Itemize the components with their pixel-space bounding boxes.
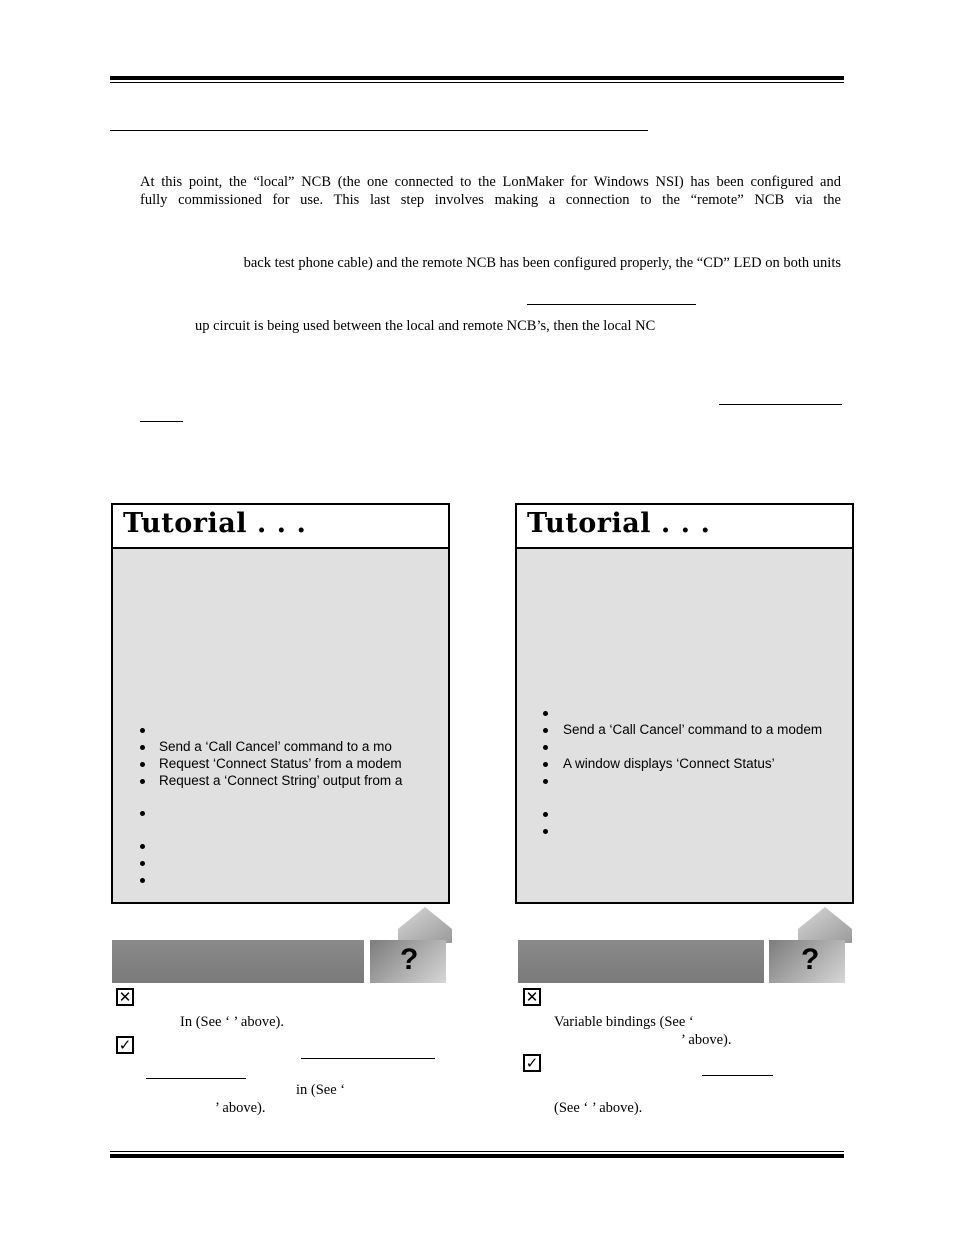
tutorial-box-right [515, 503, 854, 904]
help-left-underline-1 [301, 1058, 435, 1059]
tutorial-right-bullet-4: A window displays ‘Connect Status’ [563, 756, 775, 771]
help-up-arrow-icon [398, 907, 452, 943]
bullet-dot [140, 811, 145, 816]
help-up-arrow-icon [798, 907, 852, 943]
help-right-x-text-a: Variable bindings (See ‘ [554, 1014, 694, 1030]
bullet-dot [543, 728, 548, 733]
tutorial-header-left [113, 505, 448, 549]
check-box-icon: ✓ [116, 1036, 134, 1054]
help-bar-left [112, 940, 364, 983]
x-box-icon: ✕ [116, 988, 134, 1006]
intro-line-3: back test phone cable) and the remote NCB has been configured properly, the “CD” LED on both units [243, 255, 841, 271]
tutorial-left-bullet-2: Send a ‘Call Cancel’ command to a mo [159, 739, 392, 754]
tutorial-title-right: Tutorial . . . [527, 508, 711, 539]
help-left-check-line-b: ’ above). [215, 1100, 266, 1116]
bullet-dot [543, 745, 548, 750]
tutorial-left-bullet-3: Request ‘Connect Status’ from a modem [159, 756, 402, 771]
intro-line-2: fully commissioned for use. This last step involves making a connection to the “remote” NCB via the [140, 192, 841, 208]
footer-rule-thick [110, 1154, 844, 1158]
header-rule-thick [110, 76, 844, 80]
bullet-dot [543, 711, 548, 716]
intro-underline-3 [140, 421, 183, 422]
bullet-dot [543, 829, 548, 834]
bullet-dot [140, 844, 145, 849]
bullet-dot [140, 861, 145, 866]
help-bar-right [518, 940, 764, 983]
tutorial-body-left [113, 549, 448, 902]
tutorial-box-left [111, 503, 450, 904]
help-right-underline [702, 1075, 773, 1076]
bullet-dot [543, 812, 548, 817]
intro-line-1: At this point, the “local” NCB (the one connected to the LonMaker for Windows NSI) has been configured and [140, 174, 841, 190]
x-box-icon: ✕ [523, 988, 541, 1006]
check-box-icon: ✓ [523, 1054, 541, 1072]
help-left-check-line-a: in (See ‘ [296, 1082, 346, 1098]
section-heading-underline [110, 130, 648, 131]
bullet-dot [140, 728, 145, 733]
tutorial-header-right [517, 505, 852, 549]
help-box-right [769, 940, 845, 983]
footer-rule-thin [110, 1151, 844, 1152]
help-left-x-text: In (See ‘ ’ above). [180, 1014, 284, 1030]
intro-underline-2 [719, 404, 842, 405]
help-box-left [370, 940, 446, 983]
header-rule-thin [110, 82, 844, 83]
question-mark-icon: ? [400, 943, 419, 976]
bullet-dot [543, 779, 548, 784]
intro-line-4: up circuit is being used between the local and remote NCB’s, then the local NC [195, 318, 656, 334]
help-left-underline-2 [146, 1078, 246, 1079]
bullet-dot [140, 878, 145, 883]
help-right-check-text: (See ‘ ’ above). [554, 1100, 643, 1116]
intro-underline-1 [527, 304, 696, 305]
tutorial-left-bullet-4: Request a ‘Connect String’ output from a [159, 773, 403, 788]
tutorial-right-bullet-2: Send a ‘Call Cancel’ command to a modem [563, 722, 823, 737]
bullet-dot [140, 762, 145, 767]
tutorial-title-left: Tutorial . . . [123, 508, 307, 539]
help-right-x-text-b: ’ above). [681, 1032, 732, 1048]
question-mark-icon: ? [801, 943, 820, 976]
bullet-dot [543, 762, 548, 767]
bullet-dot [140, 745, 145, 750]
bullet-dot [140, 779, 145, 784]
